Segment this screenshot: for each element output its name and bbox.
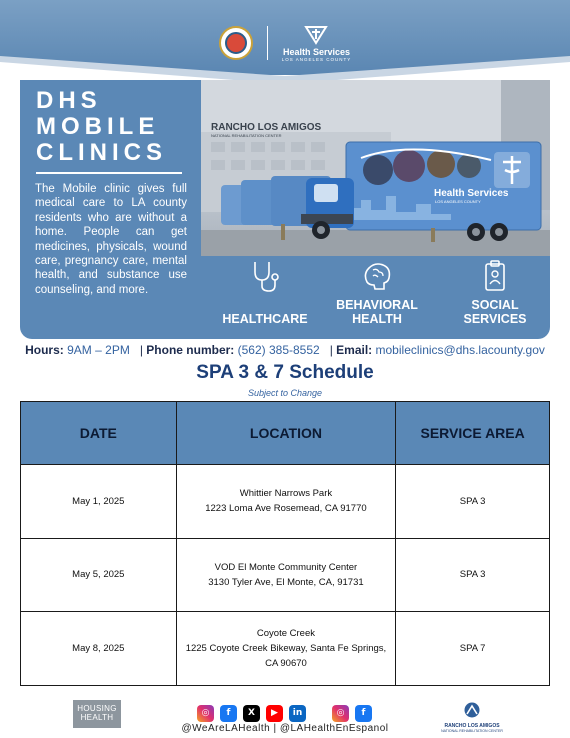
hero-title [36,88,167,166]
cell-date: May 1, 2025 [21,465,177,539]
location-name: Whittier Narrows Park [239,488,333,500]
org-name: Health Services [282,46,351,57]
schedule-title: SPA 3 & 7 Schedule [196,362,374,383]
location-address: 1225 Coyote Creek Bikeway, Santa Fe Springs, CA 90670 [185,642,387,669]
social-handles: @WeAreLAHealth | @LAHealthEnEspanol [181,723,389,734]
service-healthcare [217,258,313,339]
location-address: 3130 Tyler Ave, El Monte, CA, 91731 [208,576,364,588]
cell-location [176,465,396,539]
phone-value[interactable]: (562) 385-8552 [237,343,320,357]
cell-service-area: SPA 3 [396,465,550,539]
facebook-icon[interactable]: f [355,705,372,722]
hero-panel [20,80,550,339]
housing-logo-line: HEALTH [80,713,114,722]
location-name: Coyote Creek [256,627,315,639]
instagram-icon[interactable]: ◎ [197,705,214,722]
x-icon[interactable]: X [243,705,260,722]
brain-icon [359,258,395,294]
service-label: SOCIAL SERVICES [463,298,527,326]
schedule-subtitle: Subject to Change [247,388,323,398]
hero-title-line: CLINICS [36,139,167,166]
service-behavioral-health [325,258,429,339]
linkedin-icon[interactable]: in [289,705,306,722]
building-sign-sub: NATIONAL REHABILITATION CENTER [211,133,282,138]
column-header-service-area: SERVICE AREA [396,402,550,465]
email-link[interactable]: mobileclinics@dhs.lacounty.gov [375,343,545,357]
cell-location [176,538,396,612]
hours-value: 9AM – 2PM [67,343,130,357]
stethoscope-icon [247,258,283,294]
hero-title-line: MOBILE [36,113,160,140]
social-icons [197,704,372,722]
hero-description: The Mobile clinic gives full medical care to LA county residents who are without a home. People can get medicines, physicals, wound care, pregnancy care, mental health, and substance use counseling, and more. [35,183,187,296]
building-sign: RANCHO LOS AMIGOS [211,122,322,133]
logo-divider [267,26,268,60]
cell-date: May 8, 2025 [21,612,177,686]
service-social-services [445,258,545,339]
health-services-logo [282,25,352,62]
truck-brand-sub: LOS ANGELES COUNTY [435,199,481,204]
cell-location [176,612,396,686]
rancho-sub: NATIONAL REHABILITATION CENTER [441,729,503,733]
email-label: Email: [336,343,373,357]
header-logos [0,18,570,68]
location-address: 1223 Loma Ave Rosemead, CA 91770 [205,503,367,515]
clipboard-icon [477,258,513,294]
contact-bar: Hours: 9AM – 2PM | Phone number: (562) 385-8552 | Email: mobileclinics@dhs.lacounty.gov [25,343,545,357]
hours-label: Hours: [25,343,64,357]
table-header-row [21,402,550,465]
location-name: VOD El Monte Community Center [214,561,358,573]
service-label: HEALTHCARE [222,312,308,326]
truck-brand: Health Services [434,188,509,199]
schedule-table [20,401,550,686]
instagram-icon[interactable]: ◎ [332,705,349,722]
rancho-name: RANCHO LOS AMIGOS [444,723,500,729]
facebook-icon[interactable]: f [220,705,237,722]
la-county-seal-icon [219,26,253,60]
hero-title-line: DHS [36,87,102,114]
phone-label: Phone number: [146,343,235,357]
column-header-date: DATE [21,402,177,465]
cell-service-area: SPA 7 [396,612,550,686]
table-row [21,612,550,686]
cell-date: May 5, 2025 [21,538,177,612]
org-sub: LOS ANGELES COUNTY [281,56,352,62]
cell-service-area: SPA 3 [396,538,550,612]
housing-logo-line: HOUSING [77,704,117,713]
service-label: BEHAVIORAL HEALTH [336,298,418,326]
mobile-clinic-photo [201,80,550,256]
rancho-los-amigos-logo [440,702,504,733]
services-row [201,258,550,339]
hero-title-underline [36,172,182,174]
youtube-icon[interactable]: ▶ [266,705,283,722]
column-header-location: LOCATION [176,402,396,465]
mobile-clinic-illustration [201,80,550,256]
table-row [21,465,550,539]
table-row [21,538,550,612]
health-services-mark-icon [303,25,329,45]
rancho-mark-icon [461,702,483,718]
